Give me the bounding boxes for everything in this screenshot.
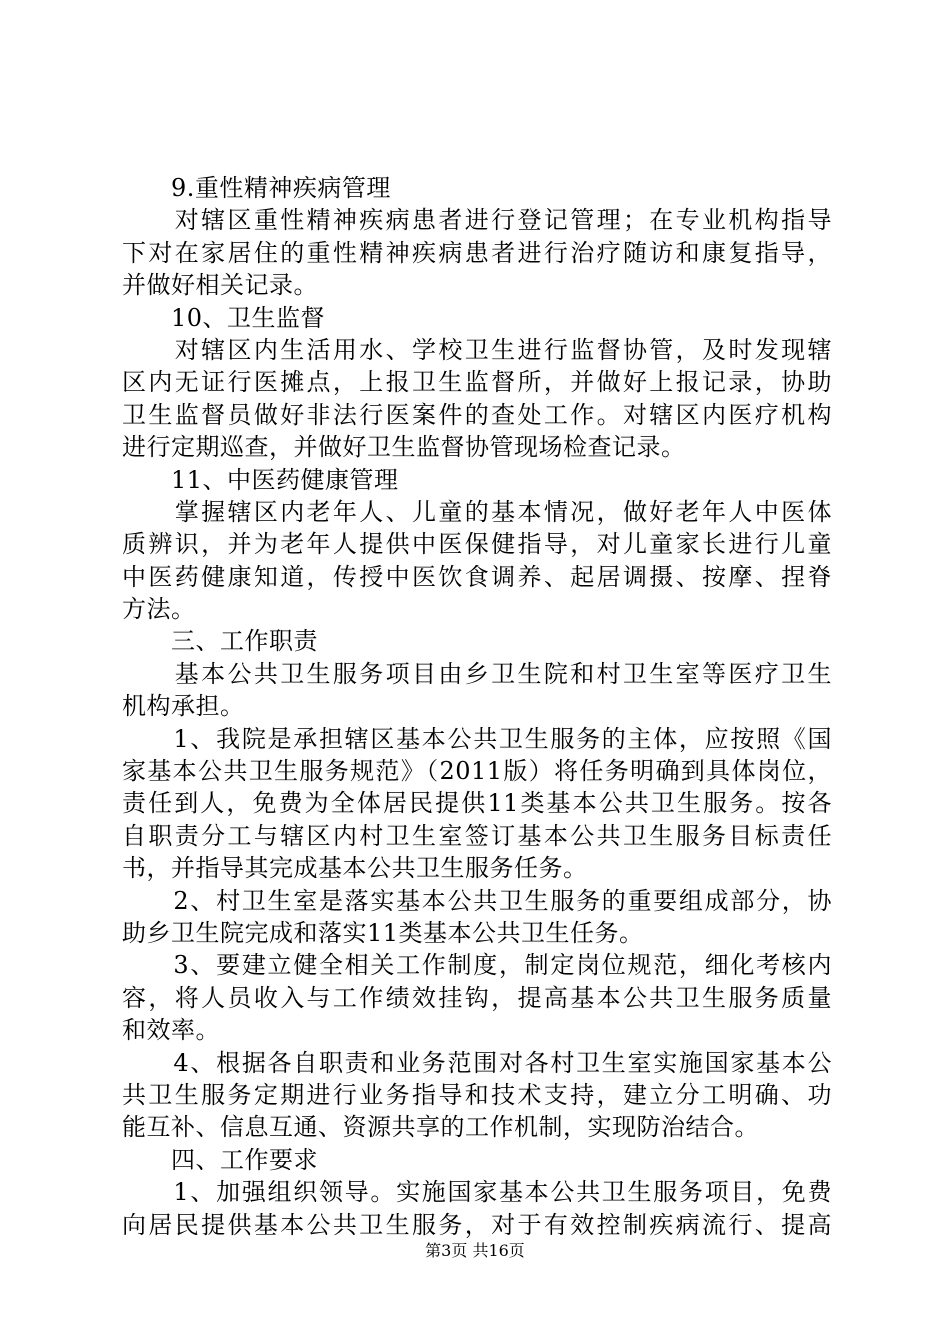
text-line: 和效率。 bbox=[122, 1016, 220, 1045]
text-line: 10、卫生监督 bbox=[122, 303, 326, 332]
document-body bbox=[122, 172, 832, 1241]
text-line: 自职责分工与辖区内村卫生室签订基本公共卫生服务目标责任 bbox=[122, 821, 832, 850]
text-line: 1、加强组织领导。实施国家基本公共卫生服务项目，免费 bbox=[122, 1178, 832, 1207]
text-line: 助乡卫生院完成和落实11类基本公共卫生任务。 bbox=[122, 918, 644, 947]
text-line: 下对在家居住的重性精神疾病患者进行治疗随访和康复指导， bbox=[122, 238, 832, 267]
text-line: 容，将人员收入与工作绩效挂钩，提高基本公共卫生服务质量 bbox=[122, 983, 832, 1012]
text-line: 对辖区内生活用水、学校卫生进行监督协管，及时发现辖 bbox=[122, 335, 832, 364]
text-line: 9.重性精神疾病管理 bbox=[122, 174, 391, 202]
text-line: 方法。 bbox=[122, 595, 196, 624]
text-line: 区内无证行医摊点，上报卫生监督所，并做好上报记录，协助 bbox=[122, 368, 832, 397]
text-line: 三、工作职责 bbox=[122, 627, 318, 656]
text-line: 1、我院是承担辖区基本公共卫生服务的主体，应按照《国 bbox=[122, 724, 832, 753]
text-line: 向居民提供基本公共卫生服务，对于有效控制疾病流行、提高 bbox=[122, 1210, 832, 1239]
text-line: 中医药健康知道，传授中医饮食调养、起居调摄、按摩、捏脊 bbox=[122, 562, 832, 591]
text-line: 4、根据各自职责和业务范围对各村卫生室实施国家基本公 bbox=[122, 1048, 832, 1077]
text-line: 能互补、信息互通、资源共享的工作机制，实现防治结合。 bbox=[122, 1113, 759, 1142]
text-line: 家基本公共卫生服务规范》（2011版）将任务明确到具体岗位， bbox=[122, 757, 832, 786]
page-footer: 第3页 共16页 bbox=[425, 1241, 525, 1260]
text-line: 2、村卫生室是落实基本公共卫生服务的重要组成部分，协 bbox=[122, 886, 832, 915]
text-line: 共卫生服务定期进行业务指导和技术支持，建立分工明确、功 bbox=[122, 1080, 832, 1109]
text-line: 质辨识，并为老年人提供中医保健指导，对儿童家长进行儿童 bbox=[122, 530, 832, 559]
text-line: 11、中医药健康管理 bbox=[122, 465, 399, 494]
text-line: 四、工作要求 bbox=[122, 1145, 318, 1174]
text-line: 基本公共卫生服务项目由乡卫生院和村卫生室等医疗卫生 bbox=[122, 659, 832, 688]
text-line: 并做好相关记录。 bbox=[122, 271, 318, 300]
text-line: 书，并指导其完成基本公共卫生服务任务。 bbox=[122, 854, 588, 883]
text-line: 卫生监督员做好非法行医案件的查处工作。对辖区内医疗机构 bbox=[122, 400, 832, 429]
text-line: 对辖区重性精神疾病患者进行登记管理；在专业机构指导 bbox=[122, 206, 832, 235]
text-line: 责任到人，免费为全体居民提供11类基本公共卫生服务。按各 bbox=[122, 789, 832, 818]
text-line: 机构承担。 bbox=[122, 692, 245, 721]
text-line: 3、要建立健全相关工作制度，制定岗位规范，细化考核内 bbox=[122, 951, 832, 980]
text-line: 进行定期巡查，并做好卫生监督协管现场检查记录。 bbox=[122, 433, 686, 462]
text-line: 掌握辖区内老年人、儿童的基本情况，做好老年人中医体 bbox=[122, 497, 832, 526]
